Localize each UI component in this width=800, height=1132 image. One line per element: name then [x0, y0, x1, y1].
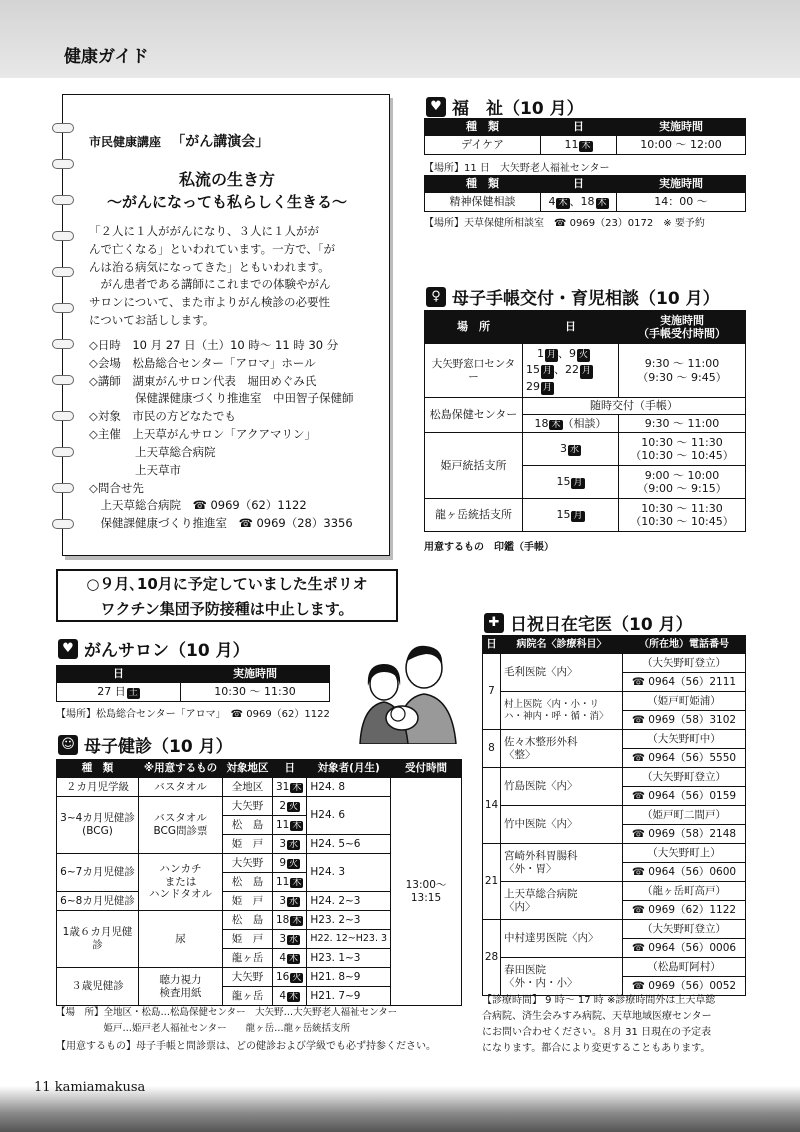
day-cell	[523, 466, 619, 499]
heart-icon: ♥	[58, 639, 78, 659]
day-cell	[523, 433, 619, 466]
body-line: んは治る病気になってきた」ともいわれます。	[89, 259, 330, 274]
day: 11	[276, 875, 290, 888]
dow-badge: 月	[545, 349, 558, 362]
day-cell	[273, 987, 307, 1006]
phone: ☎ 0964（56）2111	[623, 673, 746, 692]
lecture-name: 「がん講演会」	[171, 134, 270, 150]
item-cell: バスタオル	[139, 778, 223, 797]
area-cell: 龍ヶ岳	[223, 987, 273, 1006]
hospital-name: 毛利医院〈内〉	[501, 654, 623, 692]
who-cell: H21. 7~9	[307, 987, 391, 1006]
dow-badge: 月	[573, 511, 583, 522]
type-cell: ３歳児健診	[57, 968, 139, 1006]
location: （大矢野町登立）	[623, 768, 746, 787]
ring	[52, 339, 74, 349]
location: （大矢野町登立）	[623, 920, 746, 939]
day-cell: 7	[483, 654, 501, 730]
boshi-note: 用意するもの 印鑑（手帳）	[424, 542, 554, 553]
heart-icon: ♥	[426, 97, 446, 117]
ring	[52, 303, 74, 313]
day-sub: （相談）	[562, 416, 607, 430]
who-cell: H23. 2~3	[307, 911, 391, 930]
area-cell: 松 島	[223, 911, 273, 930]
day-cell	[273, 949, 307, 968]
day-cell	[273, 968, 307, 987]
col-header	[619, 311, 746, 344]
dow-badge: 水	[289, 839, 299, 850]
item-line: バスタオル	[154, 812, 207, 825]
name-line: ハ・神内・呼・循・消〉	[504, 710, 609, 722]
kenshin-heading-text: 母子健診（10 月）	[84, 737, 233, 757]
item-line: BCG問診票	[153, 825, 208, 837]
area-cell: 姫 戸	[223, 892, 273, 911]
ring	[52, 483, 74, 493]
detail-line: ◇日時 10 月 27 日（土）10 時～ 11 時 30 分	[89, 338, 339, 352]
time-line: （10:30 ～ 10:45）	[630, 449, 734, 462]
item-line: または	[164, 875, 197, 888]
place-cell: 龍ヶ岳統括支所	[425, 499, 523, 532]
body-line: がん患者である講師にこれまでの体験やがん	[89, 277, 331, 292]
area-cell: 姫 戸	[223, 930, 273, 949]
day-cell	[273, 854, 307, 873]
day-cell: 1 月 、9 火 15 月 、22 月 29 月	[523, 344, 619, 398]
dow-badge: 月	[573, 478, 583, 489]
span-cell: 随時交付（手帳）	[523, 398, 746, 415]
day: 4	[279, 989, 287, 1002]
location: （龍ヶ岳町高戸）	[623, 882, 746, 901]
dow-badge: 水	[289, 896, 299, 907]
time-cell: 9:30 ～ 11:00	[619, 415, 746, 433]
mother-icon: ♀	[426, 287, 446, 307]
boshi-table	[424, 310, 746, 532]
day: 3	[279, 837, 287, 850]
phone: ☎ 0964（56）0006	[623, 939, 746, 958]
area-cell: 全地区	[223, 778, 273, 797]
time-line: 9:00 ～ 10:00	[644, 468, 720, 482]
note-line: になります。都合により変更することもあります。	[482, 1043, 711, 1054]
detail-line: ◇問合せ先	[89, 480, 144, 495]
col-header: 対象地区	[223, 760, 273, 778]
name-line: 〈外・内・小〉	[504, 976, 578, 989]
kenshin-table	[56, 759, 462, 1006]
day: 18	[580, 195, 595, 209]
dow-badge: 月	[541, 382, 554, 395]
ring	[52, 411, 74, 421]
welfare-table-2	[424, 175, 746, 212]
type-cell: ２カ月児学級	[57, 778, 139, 797]
ring	[52, 123, 74, 133]
day-cell: 8	[483, 730, 501, 768]
day-cell	[523, 499, 619, 532]
note-line: 【診療時間】 9 時～ 17 時 ※診療時間外は上天草総	[482, 995, 716, 1006]
col-header: 実施時間	[617, 119, 746, 136]
item-cell: 尿	[139, 911, 223, 968]
day: 11	[276, 818, 290, 831]
detail-line: 上天草総合病院	[89, 444, 216, 459]
ring	[52, 267, 74, 277]
kenshin-note-1: 【場 所】全地区・松島…松島保健センター 大矢野…大矢野老人福祉センター	[56, 1007, 398, 1018]
dow-badge: 土	[128, 688, 138, 699]
who-cell: H23. 1~3	[307, 949, 391, 968]
item-cell	[139, 797, 223, 854]
note-line: にお問い合わせください。８月 31 日現在の予定表	[482, 1027, 712, 1038]
col-header: 病院名〈診療科目〉	[501, 636, 623, 654]
zaitaku-note	[482, 993, 752, 1057]
day: 3	[559, 442, 567, 456]
ring	[52, 447, 74, 457]
family-illustration	[352, 640, 464, 744]
separator: 、	[569, 195, 581, 209]
place-cell: 大矢野窓口センター	[425, 344, 523, 398]
col-header: 日	[523, 311, 619, 344]
name-line: 宮崎外科胃腸科	[504, 849, 578, 862]
who-cell: H22. 12~H23. 3	[307, 930, 391, 949]
place-cell: 姫戸統括支所	[425, 433, 523, 499]
phone: ☎ 0964（56）5550	[623, 749, 746, 768]
lecture-series: 市民健康講座	[89, 135, 162, 149]
salon-table	[56, 665, 330, 702]
detail-line: ◇会場 松島総合センター「アロマ」ホール	[89, 355, 316, 370]
day: 4	[279, 951, 287, 964]
who-cell: H24. 2~3	[307, 892, 391, 911]
area-cell: 松 島	[223, 873, 273, 892]
day: 31	[276, 780, 290, 793]
medical-cross-icon: ✚	[484, 613, 504, 633]
day: 29	[526, 379, 540, 393]
col-header: ※用意するもの	[139, 760, 223, 778]
dow-badge: 木	[292, 915, 302, 926]
name-line: 上天草総合病院	[504, 887, 578, 900]
day-cell: 28	[483, 920, 501, 996]
dow-badge: 木	[292, 820, 302, 831]
baby-icon: ☺	[58, 735, 78, 755]
col-header: （所在地）電話番号	[623, 636, 746, 654]
col-header: 実施時間	[617, 176, 746, 193]
hospital-name: 中村達男医院〈内〉	[501, 920, 623, 958]
header-line: （手帳受付時間）	[638, 327, 726, 340]
welfare-heading	[426, 94, 584, 119]
name-line: 〈内〉	[504, 900, 536, 913]
who-cell: H24. 8	[307, 778, 391, 797]
dow-badge: 木	[597, 198, 607, 209]
area-cell: 松 島	[223, 816, 273, 835]
dow-badge: 木	[289, 991, 299, 1002]
col-header: 日	[483, 636, 501, 654]
cell	[541, 136, 617, 155]
polio-notice	[56, 569, 398, 622]
day: 27 日	[97, 685, 126, 699]
header-bar	[0, 0, 800, 78]
time-cell	[619, 466, 746, 499]
col-header: 日	[57, 666, 181, 683]
note-line: 合病院、済生会みすみ病院、天草地域医療センター	[482, 1011, 712, 1022]
phone: ☎ 0969（58）3102	[623, 711, 746, 730]
dow-badge: 火	[292, 972, 302, 983]
col-header: 場 所	[425, 311, 523, 344]
zaitaku-table	[482, 635, 746, 996]
time-cell: 10:30 ～ 11:30	[181, 683, 330, 702]
dow-badge: 水	[289, 934, 299, 945]
area-cell: 姫 戸	[223, 835, 273, 854]
body-line: んで亡くなる」といわれています。一方で、「が	[89, 241, 336, 256]
who-cell: H24. 3	[307, 854, 391, 892]
item-line: 聴力視力	[159, 973, 202, 986]
day: 16	[276, 970, 290, 983]
day: 18	[276, 913, 290, 926]
dow-badge: 月	[541, 365, 554, 378]
item-line: 検査用紙	[159, 986, 202, 999]
name-line: 佐々木整形外科	[504, 735, 578, 748]
time-line: 10:30 ～ 11:30	[641, 501, 723, 515]
hospital-name	[501, 882, 623, 920]
time-line: （10:30 ～ 10:45）	[630, 515, 734, 528]
kenshin-note-3: 【用意するもの】母子手帳と問診票は、どの健診および学級でも必ず持参ください。	[56, 1041, 436, 1052]
day-cell	[273, 835, 307, 854]
type-cell: 6~8カ月児健診	[57, 892, 139, 911]
phone: ☎ 0969（56）0052	[623, 977, 746, 996]
day-cell	[523, 415, 619, 433]
body-line: サロンについて、また市よりがん検診の必要性	[89, 295, 331, 310]
day-cell	[273, 816, 307, 835]
day-cell	[273, 911, 307, 930]
polio-line: ○９月､10月に予定していました生ポリオ	[86, 575, 368, 593]
hospital-name	[501, 692, 623, 730]
cell: 14：00 ～	[617, 193, 746, 212]
day: 9	[569, 347, 577, 361]
location: （姫戸町姫浦）	[623, 692, 746, 711]
hospital-name	[501, 844, 623, 882]
welfare-note-1: 【場所】11 日 大矢野老人福祉センター	[424, 163, 610, 174]
detail-line: 保健課健康づくり推進室 ☎ 0969（28）3356	[89, 516, 353, 531]
time-line: 10:30 ～ 11:30	[641, 435, 723, 449]
zaitaku-heading	[484, 610, 693, 635]
lecture-header	[89, 131, 269, 151]
day: 15	[556, 508, 571, 522]
brand: kamiamakusa	[54, 1080, 146, 1095]
body-line: 「２人に１人ががんになり、３人に１人がが	[89, 224, 319, 238]
phone: ☎ 0964（56）0600	[623, 863, 746, 882]
boshi-heading-text: 母子手帳交付・育児相談（10 月）	[452, 289, 720, 309]
day: 22	[565, 363, 580, 377]
item-line: ハンドタオル	[149, 888, 212, 901]
dow-badge: 水	[569, 445, 579, 456]
time-cell	[619, 499, 746, 532]
salon-heading	[58, 636, 250, 661]
area-cell: 大矢野	[223, 854, 273, 873]
dow-badge: 木	[558, 198, 568, 209]
day-cell	[57, 683, 181, 702]
type-line: (BCG)	[82, 825, 113, 837]
dow-badge: 木	[292, 782, 302, 793]
hospital-name: 竹中医院〈内〉	[501, 806, 623, 844]
type-cell: 6~7カ月児健診	[57, 854, 139, 892]
type-cell: 1歳６カ月児健診	[57, 911, 139, 968]
time-cell: 13:00～13:15	[391, 778, 462, 1006]
day-cell	[273, 930, 307, 949]
kenshin-heading	[58, 732, 233, 757]
name-line: 春田医院	[504, 963, 546, 976]
dow-badge: 火	[577, 349, 590, 362]
phone: ☎ 0969（58）2148	[623, 825, 746, 844]
page-title: 健康ガイド	[64, 47, 149, 67]
welfare-table-1	[424, 118, 746, 155]
detail-line: 上天草市	[89, 462, 181, 477]
name-line: 村上医院〈内・小・リ	[504, 699, 600, 711]
day-cell	[273, 778, 307, 797]
who-cell: H24. 6	[307, 797, 391, 835]
time-line: （9:30 ～ 9:45）	[637, 370, 727, 384]
ring	[52, 375, 74, 385]
item-cell	[139, 968, 223, 1006]
dow-badge: 木	[289, 953, 299, 964]
col-header: 種 類	[425, 119, 541, 136]
phone: ☎ 0964（56）0159	[623, 787, 746, 806]
col-header: 日	[541, 176, 617, 193]
detail-line: ◇対象 市民の方どなたでも	[89, 409, 236, 424]
dow-badge: 木	[292, 877, 302, 888]
lecture-notepad	[62, 94, 390, 556]
type-line: 3~4カ月児健診	[60, 812, 135, 825]
cell: 10:00 ～ 12:00	[617, 136, 746, 155]
zaitaku-heading-text: 日祝日在宅医（10 月）	[510, 615, 693, 635]
day: 15	[526, 363, 540, 377]
detail-line: 保健課健康づくり推進室 中田智子保健師	[89, 391, 354, 406]
item-line: ハンカチ	[159, 863, 202, 876]
day: 18	[534, 416, 549, 430]
location: （松島町阿村）	[623, 958, 746, 977]
lecture-details	[89, 337, 381, 533]
place-cell: 松島保健センター	[425, 398, 523, 433]
area-cell: 大矢野	[223, 968, 273, 987]
boshi-heading	[426, 284, 720, 309]
page-number	[34, 1080, 145, 1095]
dow-badge: 木	[581, 141, 591, 152]
detail-line: ◇講師 湖東がんサロン代表 堀田めぐみ氏	[89, 373, 317, 388]
day: 3	[279, 894, 287, 907]
day: 15	[556, 475, 571, 489]
col-header: 受付時間	[391, 760, 462, 778]
hospital-name: 竹島医院〈内〉	[501, 768, 623, 806]
day: 4	[548, 195, 556, 209]
day: 2	[279, 799, 287, 812]
hospital-name	[501, 730, 623, 768]
who-cell: H21. 8~9	[307, 968, 391, 987]
detail-line: 上天草総合病院 ☎ 0969（62）1122	[89, 498, 307, 513]
day-cell	[273, 892, 307, 911]
ring	[52, 519, 74, 529]
day-cell: 21	[483, 844, 501, 920]
day: 3	[279, 932, 287, 945]
day: 1	[537, 347, 544, 361]
time-cell	[619, 433, 746, 466]
col-header: 種 類	[425, 176, 541, 193]
location: （大矢野町上）	[623, 844, 746, 863]
dow-badge: 火	[289, 858, 299, 869]
dow-badge: 月	[580, 365, 593, 378]
col-header: 日	[541, 119, 617, 136]
col-header: 種 類	[57, 760, 139, 778]
col-header: 実施時間	[181, 666, 330, 683]
salon-note: 【場所】松島総合センター「アロマ」 ☎ 0969（62）1122	[56, 709, 330, 720]
time-line: 9:30 ～ 11:00	[644, 357, 720, 371]
cell: デイケア	[425, 136, 541, 155]
lecture-body	[89, 223, 381, 330]
area-cell: 龍ヶ岳	[223, 949, 273, 968]
welfare-heading-text: 福 祉（10 月）	[452, 99, 584, 119]
day-cell	[273, 797, 307, 816]
detail-line: ◇主催 上天草がんサロン「アクアマリン」	[89, 427, 316, 442]
dow-badge: 火	[289, 801, 299, 812]
phone: ☎ 0969（62）1122	[623, 901, 746, 920]
ring	[52, 231, 74, 241]
col-header: 日	[273, 760, 307, 778]
body-line: についてお話しします。	[89, 313, 215, 328]
time-line: （9:00 ～ 9:15）	[637, 482, 727, 495]
cell: 精神保健相談	[425, 193, 541, 212]
page-no: 11	[34, 1080, 51, 1095]
time-cell	[619, 344, 746, 398]
day: 11	[564, 138, 579, 152]
cell	[541, 193, 617, 212]
hospital-name	[501, 958, 623, 996]
location: （大矢野町中）	[623, 730, 746, 749]
day: 9	[279, 856, 287, 869]
day-cell	[273, 873, 307, 892]
salon-heading-text: がんサロン（10 月）	[84, 641, 250, 661]
header-line: 実施時間	[660, 313, 704, 327]
day-cell: 14	[483, 768, 501, 844]
kenshin-note-2: 姫戸…姫戸老人福祉センター 龍ヶ岳…龍ヶ岳統括支所	[56, 1023, 351, 1034]
lecture-title2: ～がんになっても私らしく生きる～	[106, 193, 347, 211]
location: （大矢野町登立）	[623, 654, 746, 673]
location: （姫戸町二間戸）	[623, 806, 746, 825]
polio-line: ワクチン集団予防接種は中止します。	[100, 600, 354, 618]
dow-badge: 木	[551, 419, 561, 430]
col-header: 対象者(月生)	[307, 760, 391, 778]
name-line: 〈整〉	[504, 748, 536, 761]
area-cell: 大矢野	[223, 797, 273, 816]
type-cell	[57, 797, 139, 854]
lecture-title1: 私流の生き方	[178, 170, 275, 189]
item-cell	[139, 854, 223, 911]
name-line: 〈外・胃〉	[504, 862, 557, 875]
who-cell: H24. 5~6	[307, 835, 391, 854]
welfare-note-2: 【場所】天草保健所相談室 ☎ 0969（23）0172 ※ 要予約	[424, 218, 705, 229]
